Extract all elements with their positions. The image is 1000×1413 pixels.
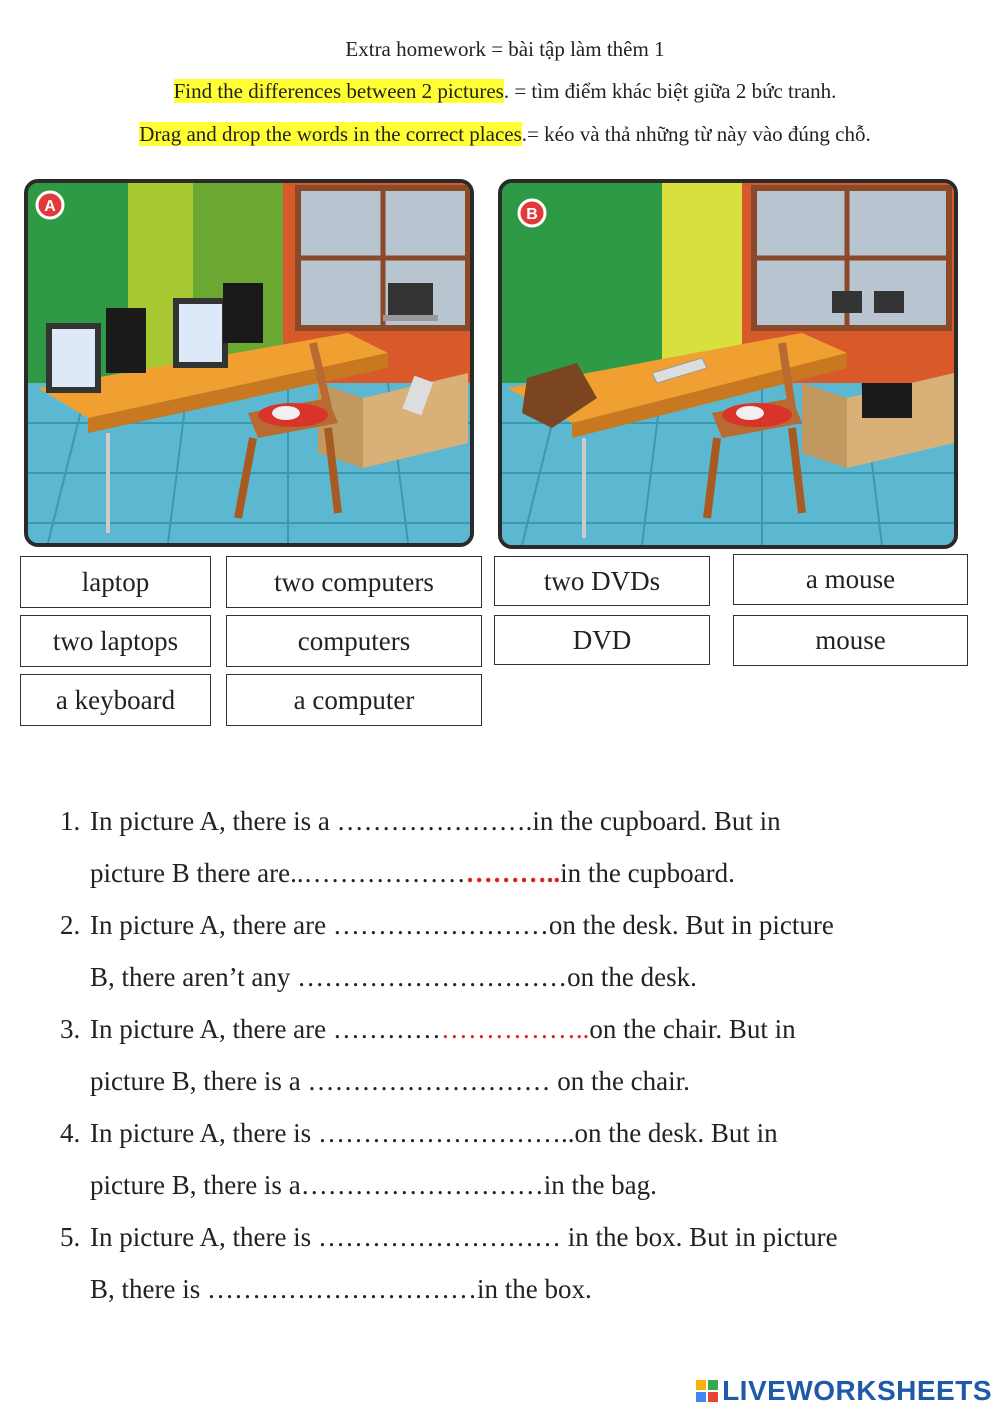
blank-dots-red: …………….. bbox=[440, 1014, 590, 1044]
question-3-line-1 bbox=[60, 1014, 796, 1045]
picture-a-label: A bbox=[44, 198, 56, 215]
word-a-keyboard[interactable]: a keyboard bbox=[20, 674, 211, 726]
word-mouse[interactable]: mouse bbox=[733, 615, 968, 666]
answer-blank-1b[interactable] bbox=[304, 858, 561, 888]
question-text: In picture A, there are bbox=[90, 910, 333, 940]
question-text: In picture A, there are bbox=[90, 1014, 333, 1044]
word-two-laptops[interactable]: two laptops bbox=[20, 615, 211, 667]
question-2-line-1 bbox=[60, 910, 834, 941]
instruction-1-highlight: Find the differences between 2 pictures bbox=[173, 79, 504, 103]
question-text: in the bag. bbox=[543, 1170, 657, 1200]
answer-blank-2b[interactable]: ………………………… bbox=[297, 962, 568, 992]
answer-blank-3a[interactable] bbox=[333, 1014, 590, 1044]
instruction-drag-drop bbox=[0, 122, 1000, 147]
blank-dots-red: ……….. bbox=[465, 858, 561, 888]
question-number: 2. bbox=[60, 910, 81, 940]
question-text: in the cupboard. bbox=[560, 858, 735, 888]
question-text: picture B, there is a bbox=[90, 1066, 308, 1096]
question-text: In picture A, there is bbox=[90, 1118, 318, 1148]
question-3-line-2 bbox=[90, 1066, 690, 1097]
worksheet-title: Extra homework = bài tập làm thêm 1 bbox=[345, 37, 665, 61]
question-number: 5. bbox=[60, 1222, 81, 1252]
question-text: on the desk. But in bbox=[574, 1118, 778, 1148]
answer-blank-3b[interactable]: ……………………… bbox=[307, 1066, 551, 1096]
word-dvd[interactable]: DVD bbox=[494, 615, 710, 665]
answer-blank-1a[interactable]: …………………. bbox=[336, 806, 533, 836]
question-text: on the chair. But in bbox=[589, 1014, 796, 1044]
question-1-line-1 bbox=[60, 806, 781, 837]
picture-b-label: B bbox=[526, 206, 538, 223]
question-text: picture B, there is a bbox=[90, 1170, 301, 1200]
question-number: 4. bbox=[60, 1118, 81, 1148]
liveworksheets-grid-icon bbox=[696, 1380, 718, 1402]
blank-dots: ……………… bbox=[303, 858, 466, 888]
question-5-line-1 bbox=[60, 1222, 838, 1253]
brand-name: LIVEWORKSHEETS bbox=[722, 1375, 992, 1406]
word-a-computer[interactable]: a computer bbox=[226, 674, 482, 726]
instruction-find-differences bbox=[0, 79, 1000, 104]
blank-dots: ………… bbox=[332, 1014, 441, 1044]
question-text: In picture A, there is bbox=[90, 1222, 318, 1252]
question-5-line-2 bbox=[90, 1274, 592, 1305]
question-number: 1. bbox=[60, 806, 81, 836]
answer-blank-5b[interactable]: ………………………… bbox=[206, 1274, 477, 1304]
word-a-mouse[interactable]: a mouse bbox=[733, 554, 968, 605]
question-text: on the desk. But in picture bbox=[548, 910, 834, 940]
question-4-line-2 bbox=[90, 1170, 657, 1201]
question-text: picture B there are.. bbox=[90, 858, 304, 888]
word-two-computers[interactable]: two computers bbox=[226, 556, 482, 608]
picture-a bbox=[24, 179, 474, 547]
question-text: in the cupboard. But in bbox=[532, 806, 781, 836]
question-number: 3. bbox=[60, 1014, 81, 1044]
word-computers[interactable]: computers bbox=[226, 615, 482, 667]
answer-blank-4b[interactable]: ……………………… bbox=[300, 1170, 544, 1200]
answer-blank-2a[interactable]: …………………… bbox=[332, 910, 549, 940]
question-4-line-1 bbox=[60, 1118, 778, 1149]
question-2-line-2 bbox=[90, 962, 697, 993]
liveworksheets-logo bbox=[696, 1375, 992, 1407]
question-text: in the box. bbox=[476, 1274, 592, 1304]
word-two-dvds[interactable]: two DVDs bbox=[494, 556, 710, 606]
question-text: B, there aren’t any bbox=[90, 962, 298, 992]
word-laptop[interactable]: laptop bbox=[20, 556, 211, 608]
question-1-line-2 bbox=[90, 858, 735, 889]
answer-blank-5a[interactable]: ……………………… bbox=[317, 1222, 568, 1252]
question-text: on the desk. bbox=[567, 962, 697, 992]
question-text: on the chair. bbox=[550, 1066, 690, 1096]
instruction-2-translation: .= kéo và thả những từ này vào đúng chỗ. bbox=[521, 122, 871, 146]
question-text: B, there is bbox=[90, 1274, 207, 1304]
question-text: In picture A, there is a bbox=[90, 806, 337, 836]
picture-b bbox=[498, 179, 958, 549]
instruction-1-translation: . = tìm điểm khác biệt giữa 2 bức tranh. bbox=[503, 79, 837, 103]
answer-blank-4a[interactable]: ……………………….. bbox=[317, 1118, 575, 1148]
instruction-2-highlight: Drag and drop the words in the correct places bbox=[139, 122, 522, 146]
question-text: in the box. But in picture bbox=[567, 1222, 838, 1252]
